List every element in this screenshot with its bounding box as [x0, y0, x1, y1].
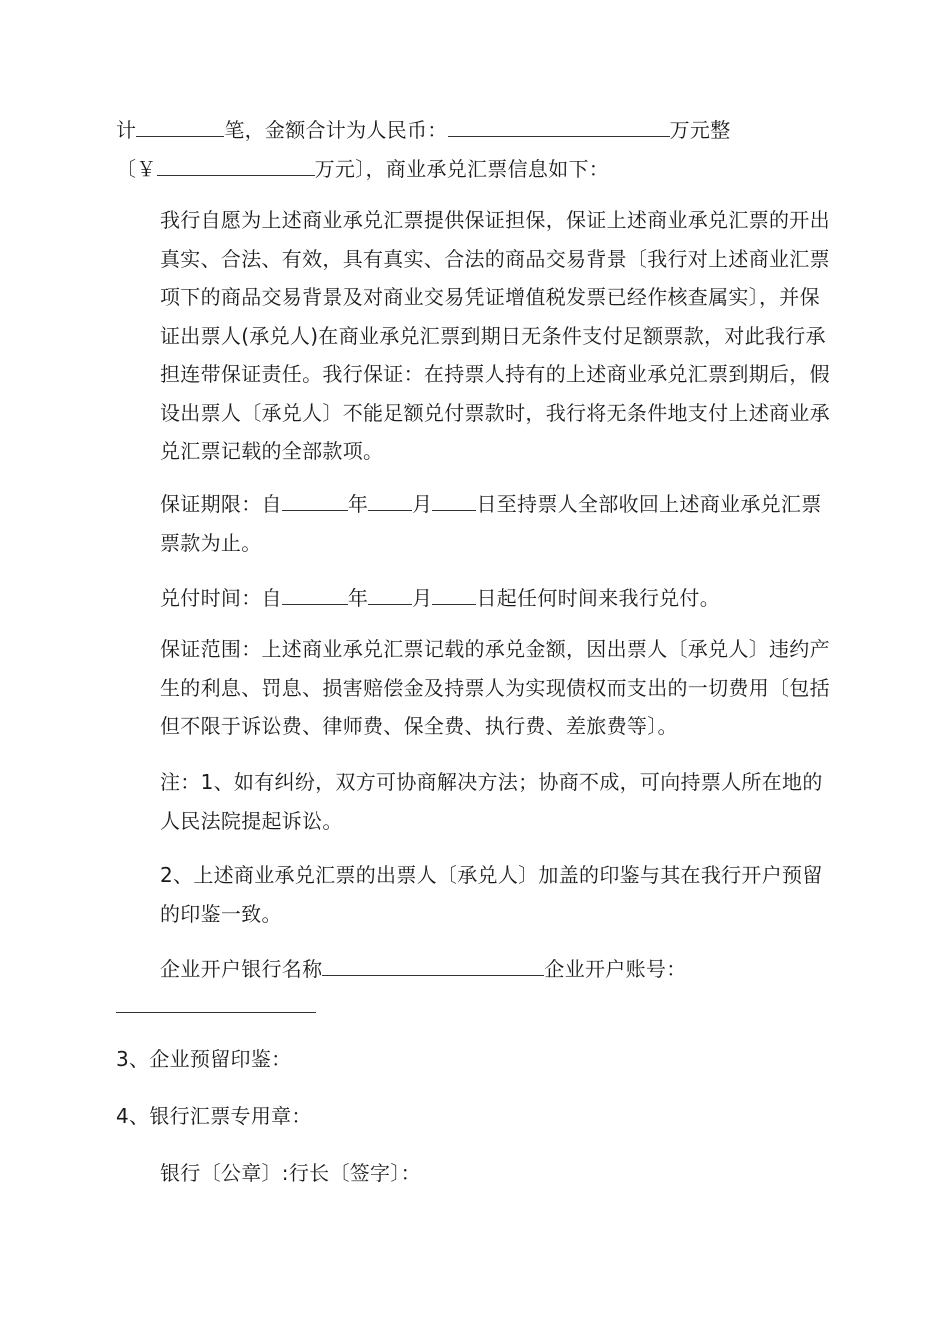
amount-blank — [448, 114, 670, 137]
month-blank — [368, 582, 412, 605]
guarantee-scope: 保证范围：上述商业承兑汇票记载的承兑金额，因出票人〔承兑人〕违约产生的利息、罚息、损害赔偿金及持票人为实现债权而支出的一切费用〔包括但不限于诉讼费、律师费、保全费、执行费、差旅费等〕。 — [160, 637, 830, 738]
payment-time: 兑付时间：自 年 月 日起任何时间来我行兑付。 — [116, 579, 836, 618]
signature-line: 银行〔公章〕:行长〔签字〕： — [160, 1161, 421, 1185]
bank-account-line: 企业开户银行名称 企业开户账号： — [116, 950, 836, 989]
item-4-bank-seal: 4、银行汇票专用章： — [116, 1104, 312, 1128]
day-blank — [432, 582, 476, 605]
account-number-blank — [116, 1012, 316, 1013]
month-blank — [368, 488, 412, 511]
count-blank — [136, 114, 224, 137]
year-blank — [282, 488, 348, 511]
note-1: 注：1、如有纠纷，双方可协商解决方法；协商不成，可向持票人所在地的人民法院提起诉讼。 — [160, 770, 823, 833]
line-amount-yuan: 〔￥ 万元〕，商业承兑汇票信息如下： — [116, 150, 836, 189]
yuan-blank — [157, 153, 315, 176]
item-3-seal: 3、企业预留印鉴： — [116, 1047, 292, 1071]
line-count-amount: 计 笔，金额合计为人民币： 万元整 — [116, 111, 836, 150]
guarantee-paragraph: 我行自愿为上述商业承兑汇票提供保证担保，保证上述商业承兑汇票的开出真实、合法、有效，具有真实、合法的商品交易背景〔我行对上述商业汇票项下的商品交易背景及对商业交易凭证增值税发票已经作核查属实〕，并保证出票人(承兑人)在商业承兑汇票到期日无条件支付足额票款，对此我行承担连带保证责任。我行保证：在持票人持有的上述商业承兑汇票到期后，假设出票人〔承兑人〕不能足额兑付票款时，我行将无条件地支付上述商业承兑汇票记载的全部款项。 — [160, 208, 830, 463]
guarantee-period: 保证期限：自 年 月 日至持票人全部收回上述商业承兑汇票票款为止。 — [116, 485, 836, 562]
day-blank — [432, 488, 476, 511]
bank-name-blank — [322, 953, 544, 976]
year-blank — [282, 582, 348, 605]
note-2: 2、上述商业承兑汇票的出票人〔承兑人〕加盖的印鉴与其在我行开户预留的印鉴一致。 — [160, 863, 823, 926]
